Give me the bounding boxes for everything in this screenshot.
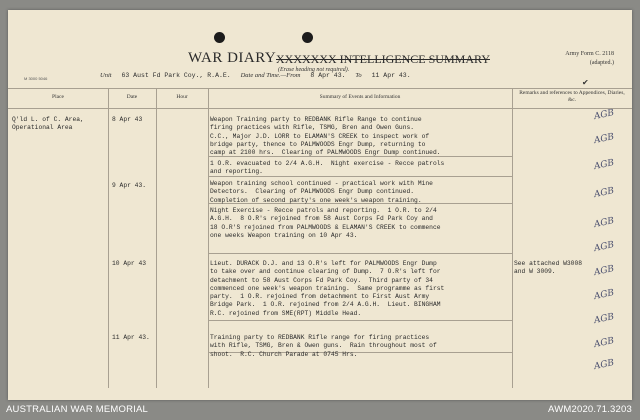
- date-to: 11 Apr 43.: [371, 72, 411, 79]
- column-header-place: Place: [52, 94, 64, 100]
- punch-hole-right: [302, 32, 313, 43]
- archive-caption: AUSTRALIAN WAR MEMORIAL: [6, 404, 149, 415]
- margin-initials: AGB: [593, 239, 616, 255]
- entry-summary: Night Exercise - Recce patrols and reporting. 1 O.R. to 2/4 A.G.H. 8 O.R's rejoined from 58 Aust Corps Fd Park Coy and 18 O.R'S rejoined from PALMWOODS & ELAMAN'S CREEK to commence one weeks Weapon training on 10 Apr 43.: [210, 207, 441, 239]
- erase-note: (Erase heading not required).: [278, 67, 350, 73]
- margin-initials: AGB: [593, 357, 616, 373]
- col-rule-hour: [208, 88, 209, 388]
- form-identifier: [565, 50, 614, 68]
- row-rule: [208, 320, 512, 321]
- print-code: M 3000 5046: [24, 76, 48, 81]
- header-bottom-rule: [8, 108, 632, 109]
- date-time-label: Date and Time.—From: [240, 72, 301, 79]
- tick-mark: ✔: [582, 78, 589, 87]
- margin-initials: AGB: [593, 311, 616, 327]
- col-rule-date: [156, 88, 157, 388]
- entry-remarks: See attached W3008 and W 3009.: [514, 260, 583, 276]
- entry-place: Q'ld L. of C. Area, Operational Area: [12, 116, 84, 132]
- unit-line: [100, 72, 417, 79]
- column-header-summary: Summary of Events and Information: [319, 94, 401, 100]
- margin-initials: AGB: [593, 131, 616, 147]
- entry-summary: Weapon Training party to REDBANK Rifle Range to continue firing practices with Rifle, TSMG, Bren and Owen Guns. C.C., Major J.D. LORR to ELAMAN'S CREEK to inspect work of bridge party, thence to PALMWOODS Engr Dump, returning to camp at 2100 hrs. Clearing of PALMWOODS Engr Dump continued.: [210, 116, 441, 157]
- col-rule-summary: [512, 88, 513, 388]
- row-rule: [208, 253, 512, 254]
- margin-initials: AGB: [593, 157, 616, 173]
- war-diary-page: [8, 10, 632, 400]
- table-top-rule: [8, 88, 632, 89]
- entry-date: 9 Apr 43.: [112, 182, 147, 189]
- struck-title: XXXXXXX INTELLIGENCE SUMMARY: [276, 52, 490, 66]
- unit-value: 63 Aust Fd Park Coy., R.A.E.: [121, 72, 231, 79]
- form-adapted: (adapted.): [589, 60, 614, 66]
- margin-initials: AGB: [593, 263, 616, 279]
- archive-reference: AWM2020.71.3203: [548, 404, 632, 415]
- margin-initials: AGB: [593, 215, 616, 231]
- entry-summary: 1 O.R. evacuated to 2/4 A.G.H. Night exercise - Recce patrols and reporting.: [210, 160, 445, 176]
- entry-date: 11 Apr 43.: [112, 334, 150, 341]
- date-from: 8 Apr 43.: [310, 72, 346, 79]
- column-header-hour: Hour: [176, 94, 188, 100]
- column-header-remarks: Remarks and references to Appendices, Diaries, &c.: [519, 90, 625, 103]
- entry-summary: Weapon training school continued - practical work with Mine Detectors. Clearing of PALMWOODS Engr Dump continued. Completion of second party's one week's weapon training.: [210, 180, 433, 204]
- entry-date: 8 Apr 43: [112, 116, 143, 123]
- unit-label: Unit: [100, 72, 112, 79]
- margin-initials: AGB: [593, 335, 616, 351]
- margin-initials: AGB: [593, 107, 616, 123]
- form-number: Army Form C. 2118: [565, 51, 614, 57]
- margin-initials: AGB: [593, 287, 616, 303]
- col-rule-place: [108, 88, 109, 388]
- column-header-date: Date: [126, 94, 138, 100]
- entry-summary: Training party to REDBANK Rifle range for firing practices with Rifle, TSMG, Bren & Owen guns. Rain throughout most of shoot. R.C. Church Parade at 0745 Hrs.: [210, 334, 437, 358]
- margin-initials: AGB: [593, 185, 616, 201]
- entry-summary: Lieut. DURACK D.J. and 13 O.R's left for PALMWOODS Engr Dump to take over and continue clearing of Dump. 7 O.R's left for detachment to 58 Aust Corps Fd Park Coy. Third party of 34 commenced one week's weapon training. Same programme as first party. 1 O.R. rejoined from detachment to First Aust Army Bridge Park. 1 O.R. rejoined from 2/4 A.G.H. Lieut. BINGHAM R.C. rejoined from SME(RPT) Middle Head.: [210, 260, 445, 317]
- diary-title: WAR DIARY: [188, 50, 277, 66]
- entry-date: 10 Apr 43: [112, 260, 147, 267]
- to-label: To: [355, 72, 362, 79]
- punch-hole-left: [214, 32, 225, 43]
